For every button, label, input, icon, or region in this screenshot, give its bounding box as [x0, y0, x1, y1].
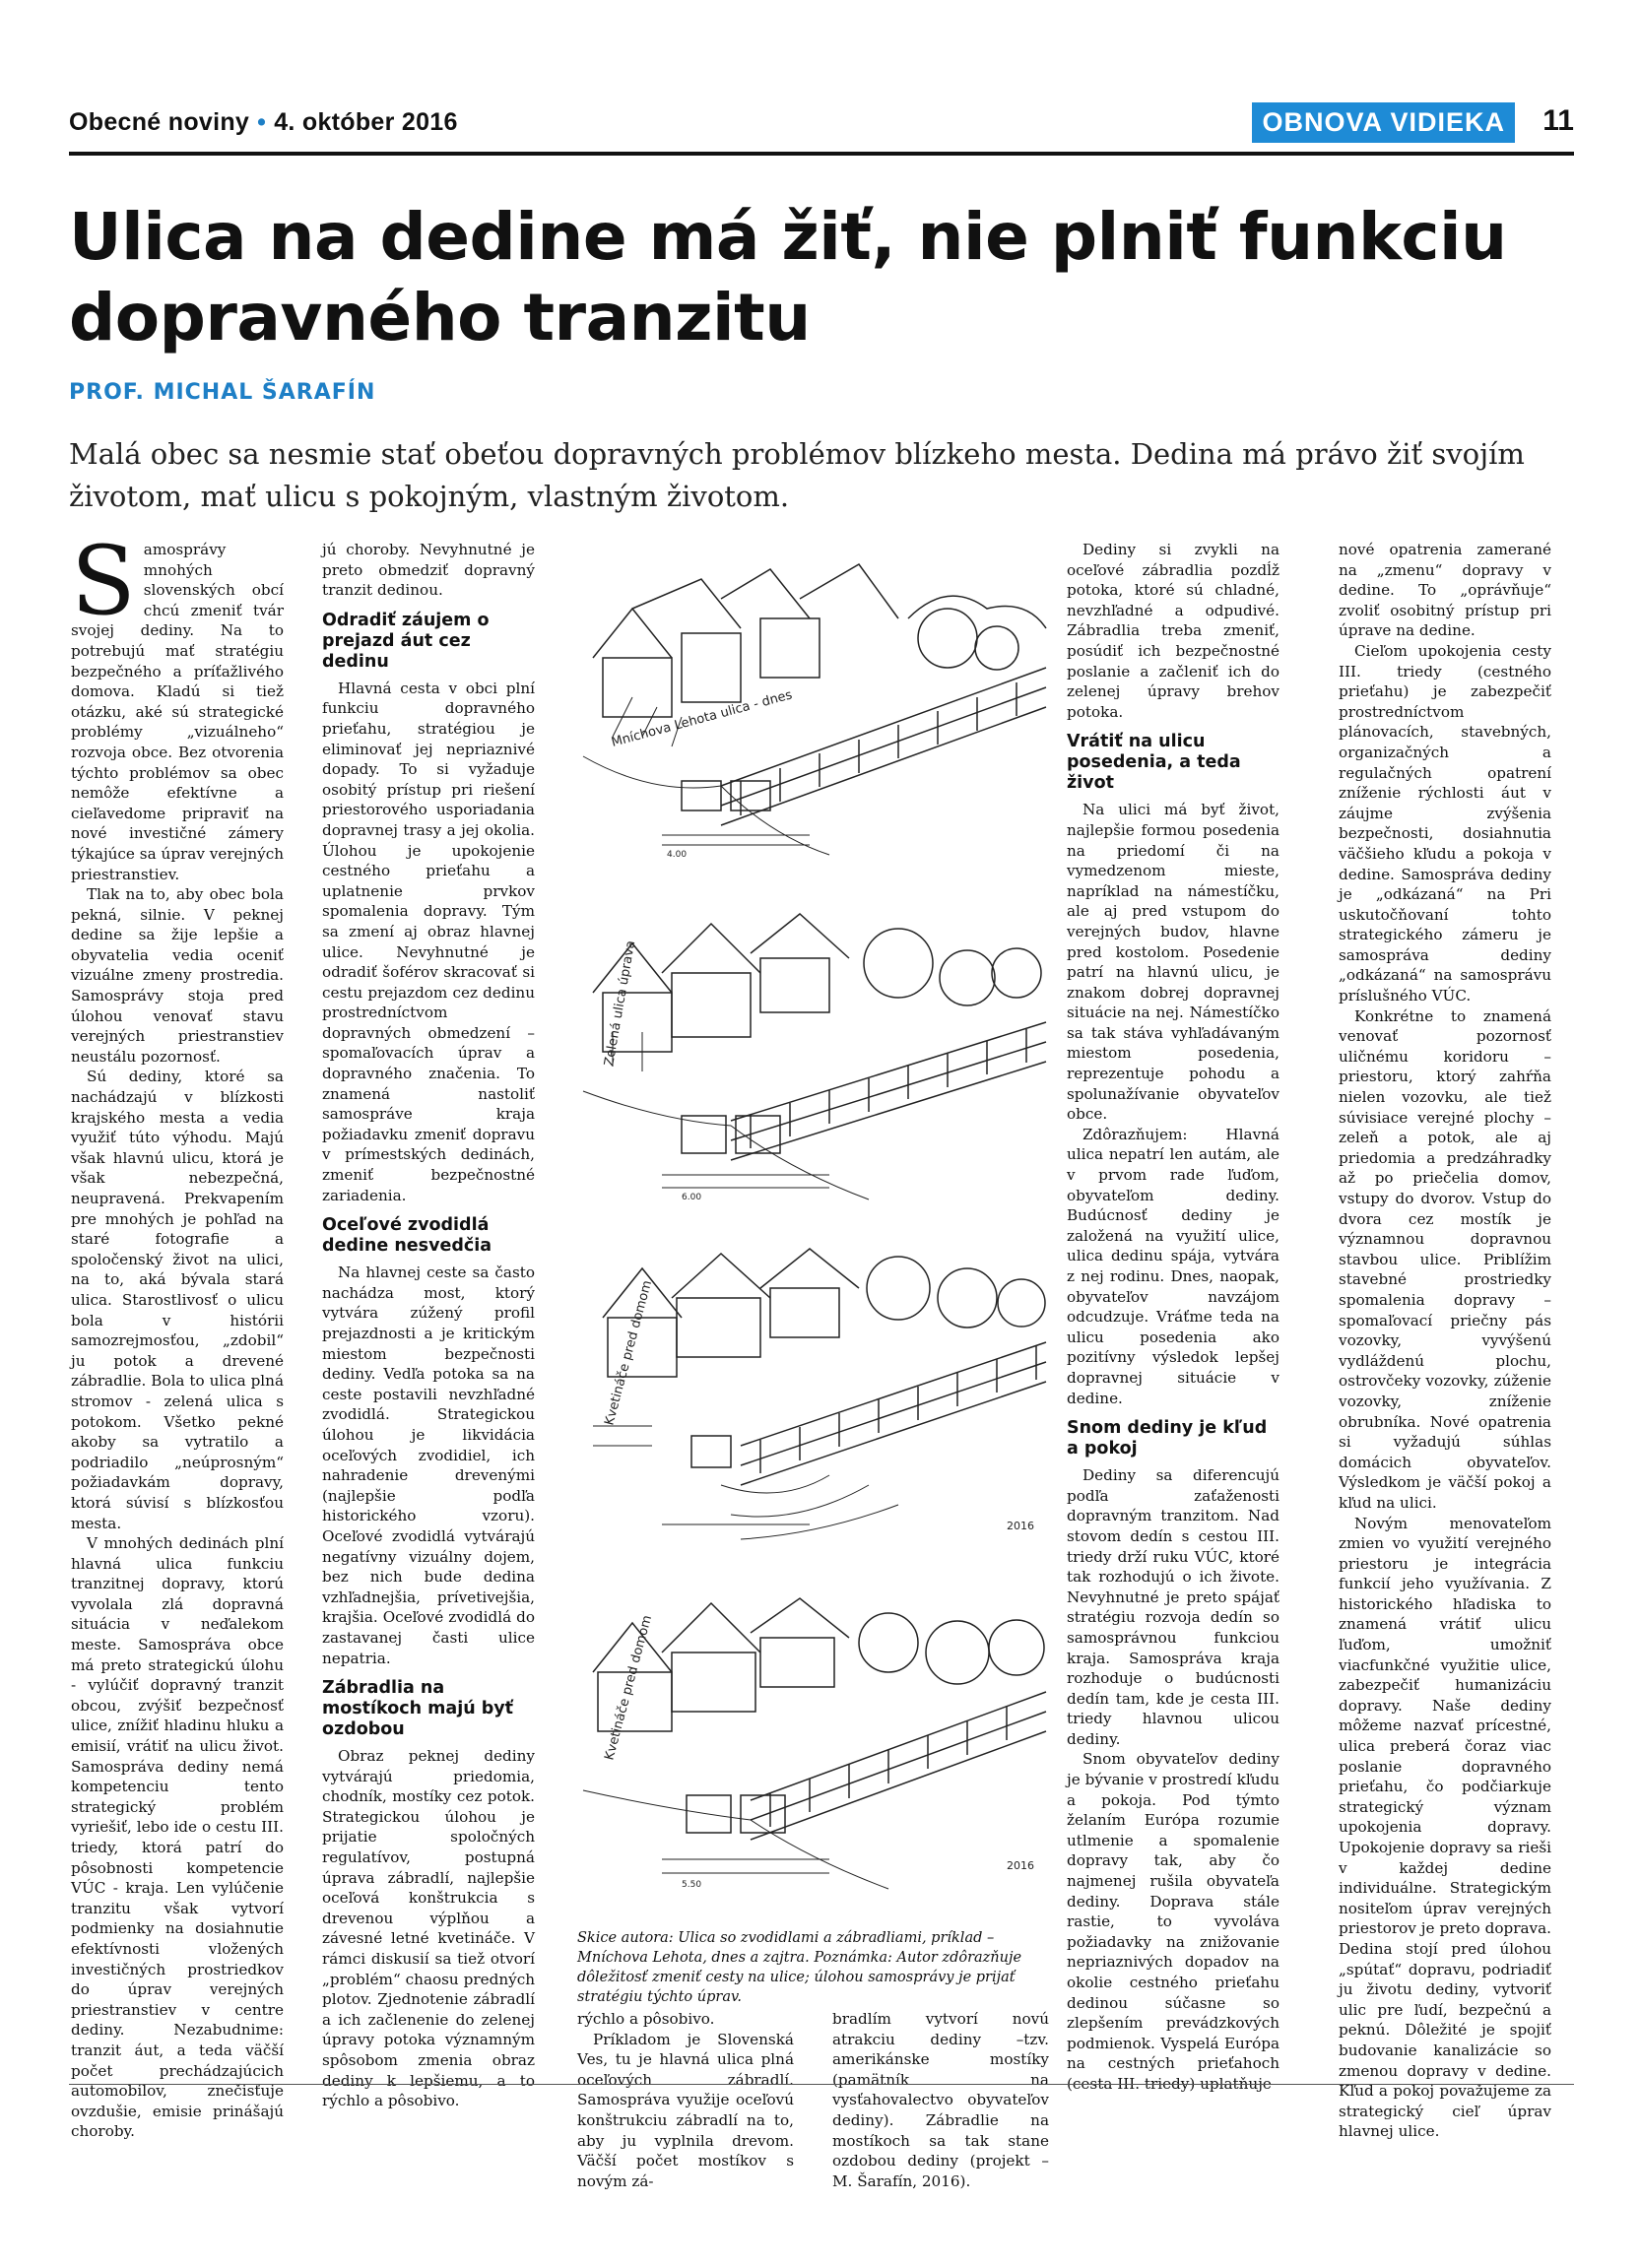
- text-column-2: [322, 540, 535, 2110]
- sketch-street-today: [573, 540, 1054, 860]
- page-number: 11: [1542, 104, 1574, 137]
- text-column-1: [71, 526, 284, 2141]
- paragraph: Dediny sa diferencujú podľa zaťaženosti dopravným tranzitom. Nad stovom dedín s cestou III. triedy drží ruku VÚC, ktoré tak rozhodujú o ich živote. Nevyhnutné je preto spájať stratégiu rozvoja dedín so samosprávnou funkciou kraja. Samospráva kraja rozhoduje o budúcnosti dedín tam, kde je cesta III. triedy hlavnou ulicou dediny.: [1067, 1466, 1279, 1748]
- publication-line: [69, 108, 458, 137]
- sketch-label: Zelená ulica úprava: [602, 940, 639, 1068]
- article-author: PROF. MICHAL ŠARAFÍN: [69, 380, 376, 405]
- paragraph: Príkladom je Slovenská Ves, tu je hlavná ulica plná oceľových zábradlí. Samospráva využije oceľovú konštrukciu zábradlí na to, aby ju vyplnila drevom. Väčší počet mostíkov s novým zá-: [577, 2030, 794, 2190]
- subheading: Odradiť záujem o prejazd áut cez dedinu: [322, 610, 490, 672]
- page-header: [69, 102, 1574, 156]
- subheading: Vrátiť na ulicu posedenia, a teda život: [1067, 732, 1241, 794]
- paragraph: Tlak na to, aby obec bola pekná, silnie. V peknej dedine sa žije lepšie a obyvatelia vedia oceniť vizuálne zmeny prostredia. Samosprávy stoja pred úlohou venovať stavu verejných priestranstiev neustálu pozornosť.: [71, 885, 284, 1066]
- text-column-4-bottom: [832, 2009, 1049, 2190]
- sketch-green-street: [573, 884, 1054, 1204]
- subheading: Oceľové zvodidlá dedine nesvedčia: [322, 1215, 492, 1257]
- bottom-divider: [69, 2084, 1574, 2085]
- dimension-label: 4.00: [667, 850, 688, 860]
- paragraph: Novým menovateľom zmien vo využití verejného priestoru je integrácia funkcií jeho využívania. Z historického hľadiska to znamená vrátiť ulicu ľuďom, umožniť viacfunkčné využitie ulice, zabezpečiť humanizáciu dopravy. Naše dediny môžeme nazvať prícestné, ulica preberá čoraz viac poslanie dopravného prieťahu, čo podčiarkuje strategický význam upokojenia dopravy. Upokojenie dopravy sa rieši v každej dedine individuálne. Strategickým nositeľom úprav verejných priestorov je preto doprava. Dedina stojí pred úlohou „spútať“ dopravu, podriadiť ju životu dediny, vytvoriť ulic pre ľudí, bezpečnú a peknú. Dôležité je spojiť budovanie kanalizácie so zmenou dopravy v dedine. Kľud a pokoj považujeme za strategický cieľ úprav hlavnej ulice.: [1339, 1514, 1551, 2141]
- paragraph: nové opatrenia zamerané na „zmenu“ dopravy v dedine. To „oprávňuje“ zvoliť osobitný prístup pri úprave na dedine.: [1339, 541, 1551, 640]
- paragraph: bradlím vytvorí novú atrakciu dediny –tzv. amerikánske mostíky (pamätník na vysťahovalectvo obyvateľov dediny). Zábradlie na mostíkoch sa tak stane ozdobou dediny (projekt – M. Šarafín, 2016).: [832, 2010, 1049, 2190]
- paragraph: Na hlavnej ceste sa často nachádza most, ktorý vytvára zúžený profil prejazdnosti a je kritickým miestom bezpečnosti dediny. Vedľa potoka sa na ceste postavili nevzhľadné zvodidlá. Strategickou úlohou je likvidácia oceľových zvodidiel, ich nahradenie drevenými (najlepšie podľa historického vzoru). Oceľové zvodidlá vytvárajú negatívny vizuálny dojem, bez nich bude dedina vzhľadnejšia, prívetivejšia, krajšia. Oceľové zvodidlá do zastavanej časti ulice nepatria.: [322, 1264, 535, 1667]
- paragraph: Konkrétne to znamená venovať pozornosť uličnému koridoru – priestoru, ktorý zahŕňa nielen vozovku, ale tiež súvisiace verejné plochy – zeleň a potok, ale aj priedomia a predzáhradky až po priečelia domov, vstupy do dvorov. Vstup do dvora cez mostík je významnou dopravnou stavbou ulice. Priblížim stavebné prostriedky spomalenia dopravy – spomaľovací priečny pás vozovky, vyvýšenú vydláždenú plochu, ostrovčeky vozovky, zúženie vozovky, zníženie obrubníka. Nové opatrenia si vyžadujú súhlas domácich obyvateľov. Výsledkom je väčší pokoj a kľud na ulici.: [1339, 1006, 1551, 1512]
- article-headline: Ulica na dedine má žiť, nie plniť funkciu dopravného tranzitu: [69, 199, 1507, 356]
- sketch-flower-boxes-2: [573, 1574, 1054, 1894]
- author-signature: 2016: [1007, 1520, 1034, 1532]
- paragraph: Cieľom upokojenia cesty III. triedy (cestného prieťahu) je zabezpečiť prostredníctvom plánovacích, stavebných, organizačných a regulačných opatrení zníženie rýchlosti áut v záujme zvýšenia bezpečnosti, dosiahnutia väčšieho kľudu a pokoja v dedine. Samospráva dediny je „odkázaná“ na Pri uskutočňovaní tohto strategického zámeru je samospráva dediny „odkázaná“ na samosprávu príslušného VÚC.: [1339, 641, 1551, 1005]
- paragraph: Zdôrazňujem: Hlavná ulica nepatrí len autám, ale v prvom rade ľuďom, obyvateľom dediny. Budúcnosť dediny je založená na využití ulice, ulica dedinu spája, vytvára z nej rodinu. Dnes, naopak, obyvateľov navzájom odcudzuje. Vráťme teda na ulicu posedenia ako pozitívny výsledok lepšej dopravnej situácie v dedine.: [1067, 1125, 1279, 1407]
- separator-dot: •: [257, 108, 267, 136]
- subheading: Zábradlia na mostíkoch majú byť ozdobou: [322, 1678, 514, 1740]
- paragraph: Na ulici má byť život, najlepšie formou posedenia na priedomí či na vymedzenom mieste, napríklad na námestíčku, ale aj pred vstupom do verejných budov, hlavne pred kostolom. Posedenie patrí na hlavnú ulicu, je znakom dobrej dopravnej situácie na nej. Námestíčko sa tak stáva vyhľadávaným miestom posedenia, reprezentuje pohodu a spolunažívanie obyvateľov obce.: [1067, 801, 1279, 1124]
- dimension-label: 6.00: [682, 1193, 702, 1202]
- article-lead: Malá obec sa nesmie stať obeťou dopravných problémov blízkeho mesta. Dedina má právo žiť svojím životom, mať ulicu s pokojným, vlastným životom.: [69, 437, 1525, 513]
- issue-date: 4. október 2016: [274, 108, 458, 136]
- sketch-label: Mníchova Lehota ulica - dnes: [610, 687, 794, 750]
- text-column-6: [1339, 540, 1551, 2141]
- sketch-flower-boxes-1: [573, 1229, 1054, 1549]
- paragraph: Dediny si zvykli na oceľové zábradlia pozdĺž potoka, ktoré sú chladné, nevzhľadné a odpudivé. Zábradlia treba zmeniť, posúdiť ich bezpečnostné poslanie a začleniť ich do zelenej úpravy brehov potoka.: [1067, 541, 1279, 721]
- subheading: Snom dediny je kľud a pokoj: [1067, 1418, 1268, 1459]
- figure-caption: Skice autora: Ulica so zvodidlami a zábradliami, príklad – Mníchova Lehota, dnes a zajtra. Poznámka: Autor zdôrazňuje dôležitosť zmeniť cesty na ulice; úlohou samosprávy je prijať stratégiu týchto úprav.: [577, 1930, 1022, 2005]
- text-column-5: [1067, 540, 1279, 2093]
- paragraph: V mnohých dedinách plní hlavná ulica funkciu tranzitnej dopravy, ktorú vyvolala zlá dopravná situácia v neďalekom meste. Samospráva obce má preto strategickú úlohu - vylúčiť dopravný tranzit obcou, zvýšiť bezpečnosť ulice, znížiť hladinu hluku a emisií, vrátiť na ulicu život. Samospráva dediny nemá kompetenciu tento strategický problém vyriešiť, lebo ide o cestu III. triedy, ktorá patrí do pôsobnosti kompetencie VÚC - kraja. Len vylúčenie tranzitu však vytvorí podmienky na dosiahnutie efektívnosti vložených investičných prostriedkov do úprav verejných priestranstiev v centre dediny. Nezabudnime: tranzit áut, a teda väčší počet prechádzajúcich automobilov, znečisťuje ovzdušie, emisie prinášajú choroby.: [71, 1534, 284, 2141]
- drop-cap: S: [71, 526, 136, 636]
- paragraph: Hlavná cesta v obci plní funkciu dopravného prieťahu, stratégiou je eliminovať jej nepriaznivé dopady. To si vyžaduje osobitý prístup pri riešení priestorového usporiadania dopravnej trasy a jej okolia. Úlohou je upokojenie cestného prieťahu a uplatnenie prvkov spomalenia dopravy. Tým sa zmení aj obraz hlavnej ulice. Nevyhnutné je odradiť šoférov skracovať si cestu prejazdom cez dedinu prostredníctvom dopravných obmedzení – spomaľovacích úprav a dopravného značenia. To znamená nastoliť samospráve kraja požiadavku zmeniť dopravu v prímestských dedinách, zmeniť bezpečnostné zariadenia.: [322, 679, 535, 1204]
- paragraph: rýchlo a pôsobivo.: [577, 2010, 715, 2028]
- paragraph-text: amosprávy mnohých slovenských obcí chcú zmeniť tvár svojej dediny. Na to potrebujú mať stratégiu bezpečného a príťažlivého domova. Kladú si tiež otázku, aké sú strategické problémy „vizuálneho“ rozvoja obce. Bez otvorenia týchto problémov sa obec nemôže efektívne a cieľavedome pripraviť na nové investičné zámery týkajúce sa úprav verejných priestranstiev.: [71, 541, 284, 883]
- sketch-label: Kvetináče pred domom: [602, 1613, 656, 1763]
- sketch-label: Kvetináče pred domom: [602, 1278, 656, 1428]
- paragraph: [71, 526, 284, 884]
- sketch-figure: [573, 540, 1054, 1918]
- paragraph: Obraz peknej dediny vytvárajú priedomia, chodník, mostíky cez potok. Strategickou úlohou je prijatie spoločných regulatívov, postupná úprava zábradlí, najlepšie oceľová konštrukcia s drevenou výplňou a závesné letné kvetináče. V rámci diskusií sa tiež otvorí „problém“ chaosu predných plotov. Zjednotenie zábradlí a ich začlenenie do zelenej úpravy potoka významným spôsobom zmenia obraz dediny k lepšiemu, a to rýchlo a pôsobivo.: [322, 1747, 535, 2110]
- publication-name: Obecné noviny: [69, 108, 250, 136]
- section-label: OBNOVA VIDIEKA: [1252, 102, 1515, 143]
- paragraph: Sú dediny, ktoré sa nachádzajú v blízkosti krajského mesta a vedia využiť túto výhodu. Majú však hlavnú ulicu, ktorá je však nebezpečná, neupravená. Prekvapením pre mnohých je pohľad na staré fotografie a spoločenský život na ulici, na to, aká bývala stará ulica. Starostlivosť o ulicu bola v histórii samozrejmosťou, „zdobil“ ju potok a drevené zábradlie. Bola to ulica plná stromov - zelená ulica s potokom. Všetko pekné akoby sa vytratilo a podriadilo „neúprosným“ požiadavkám dopravy, ktorá súvisí s blízkosťou mesta.: [71, 1068, 284, 1532]
- author-signature: 2016: [1007, 1859, 1034, 1872]
- dimension-label: 5.50: [682, 1880, 702, 1890]
- text-column-3-bottom: [577, 2009, 794, 2190]
- paragraph: jú choroby. Nevyhnutné je preto obmedziť dopravný tranzit dedinou.: [322, 541, 535, 600]
- paragraph: Snom obyvateľov dediny je bývanie v prostredí kľudu a pokoja. Pod týmto želaním Európa rozumie utlmenie a spomalenie dopravy tak, aby čo najmenej rušila obyvateľa dediny. Doprava stále rastie, to vyvoláva požiadavky na znižovanie nepriaznivých dopadov na okolie cestného prieťahu dedinou súčasne so zlepšením prevádzkových podmienok. Vyspelá Európa na cestných prieťahoch (cesta III. triedy) uplatňuje: [1067, 1750, 1279, 2093]
